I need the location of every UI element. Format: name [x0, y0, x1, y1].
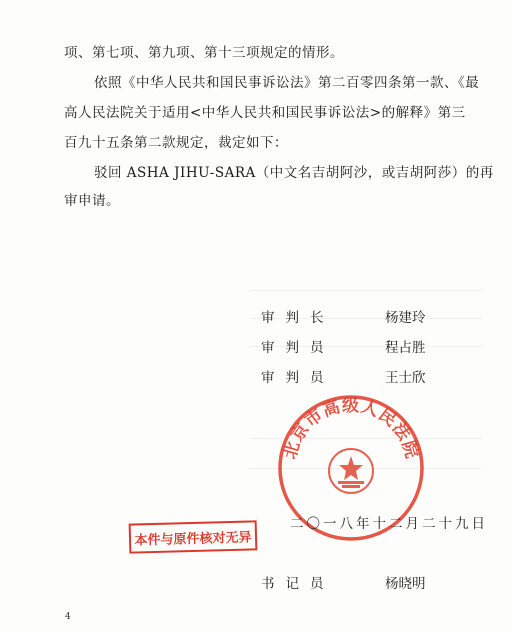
signature-name: 王士欣 — [385, 370, 426, 386]
stamp-text: 本件与原件核对无异 — [134, 529, 252, 549]
national-emblem-icon — [329, 449, 373, 493]
ruling-line: 驳回 ASHA JIHU-SARA（中文名吉胡阿沙，或吉胡阿莎）的再 — [94, 165, 494, 181]
body-line: 高人民法院关于适用<中华人民共和国民事诉讼法>的解释》第三 — [64, 105, 466, 121]
signature-role: 审判员 — [261, 340, 335, 356]
signature-role: 审判员 — [261, 370, 335, 386]
ruling-line: 审申请。 — [64, 193, 120, 209]
signature-name: 程占胜 — [385, 340, 426, 356]
body-line: 依照《中华人民共和国民事诉讼法》第二百零四条第一款、《最 — [94, 75, 480, 91]
bleed-through-line — [250, 290, 482, 291]
svg-text:北京市高级人民法院 — [280, 395, 422, 462]
clerk-role: 书记员 — [261, 576, 335, 592]
signature-role: 审判长 — [261, 310, 335, 326]
clerk-name: 杨晓明 — [385, 576, 426, 592]
body-line: 项、第七项、第九项、第十三项规定的情形。 — [64, 45, 344, 61]
ruling-date: 二〇一八年十二月二十九日 — [290, 516, 488, 532]
signature-name: 杨建玲 — [385, 310, 426, 326]
seal-text: 北京市高级人民法院 — [280, 395, 422, 462]
page-number: 4 — [65, 612, 71, 622]
body-line: 百九十五条第二款规定，裁定如下： — [64, 135, 288, 151]
certified-copy-stamp — [129, 520, 258, 553]
